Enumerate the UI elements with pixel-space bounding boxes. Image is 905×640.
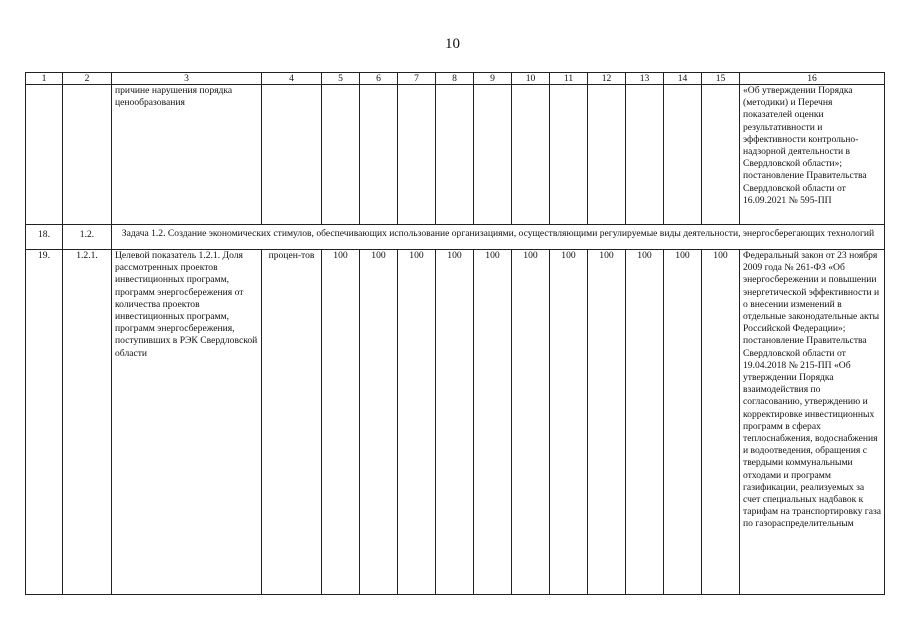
basis-text: Федеральный закон от 23 ноября 2009 года № 261-ФЗ «Об энергосбережении и повышении энергетической эффективности и о внесении изменений в отдельные законодательные акты Российской Федерации»; постановление Правительства Свердловской области от 19.04.2018 № 215-ПП «Об утверждении Порядка взаимодействия по согласованию, утверждению и корректировке инвестиционных программ в сферах теплоснабжения, водоснабжения и водоотведения, обращения с твердыми коммунальными отходами и программ газификации, реализуемых за счет специальных надбавок к тарифам на транспортировку газа по газораспределительным — [740, 250, 885, 595]
header-cell: 12 — [588, 73, 626, 85]
header-cell: 5 — [322, 73, 360, 85]
header-cell: 16 — [740, 73, 885, 85]
value-cell: 100 — [512, 250, 550, 595]
header-cell: 9 — [474, 73, 512, 85]
value-cell: 100 — [322, 250, 360, 595]
row-code: 1.2.1. — [63, 250, 112, 595]
value-cell: 100 — [702, 250, 740, 595]
value-cell: 100 — [550, 250, 588, 595]
header-cell: 8 — [436, 73, 474, 85]
value-cell: 100 — [626, 250, 664, 595]
task-title: Задача 1.2. Создание экономических стимулов, обеспечивающих использование организациями, осуществляющими регулируемые виды деятельности, энергосберегающих технологий — [112, 225, 885, 250]
header-cell: 15 — [702, 73, 740, 85]
value-cell: 100 — [588, 250, 626, 595]
cont-basis: «Об утверждении Порядка (методики) и Перечня показателей оценки результативности и эффективности контрольно-надзорной деятельности в Свердловской области»; постановление Правительства Свердловской области от 16.09.2021 № 595-ПП — [740, 85, 885, 225]
value-cell: 100 — [436, 250, 474, 595]
header-cell: 10 — [512, 73, 550, 85]
header-cell: 7 — [398, 73, 436, 85]
header-cell: 11 — [550, 73, 588, 85]
row-number: 18. — [26, 225, 63, 250]
value-cell: 100 — [474, 250, 512, 595]
cont-description: причине нарушения порядка ценообразования — [112, 85, 262, 225]
header-row — [26, 73, 885, 85]
header-cell: 1 — [26, 73, 63, 85]
row-code: 1.2. — [63, 225, 112, 250]
page-number: 10 — [445, 36, 460, 52]
header-cell: 3 — [112, 73, 262, 85]
header-cell: 2 — [63, 73, 112, 85]
header-cell: 4 — [262, 73, 322, 85]
value-cell: 100 — [360, 250, 398, 595]
header-cell: 14 — [664, 73, 702, 85]
continuation-row — [26, 85, 885, 225]
row-number: 19. — [26, 250, 63, 595]
data-table — [25, 72, 885, 595]
value-cell: 100 — [664, 250, 702, 595]
unit: процен-тов — [262, 250, 322, 595]
indicator-row — [26, 250, 885, 595]
value-cell: 100 — [398, 250, 436, 595]
header-cell: 6 — [360, 73, 398, 85]
header-cell: 13 — [626, 73, 664, 85]
task-row — [26, 225, 885, 250]
indicator-text: Целевой показатель 1.2.1. Доля рассмотренных проектов инвестиционных программ, программ энергосбережения от количества проектов инвестиционных программ, программ энергосбережения, поступивших в РЭК Свердловской области — [112, 250, 262, 595]
